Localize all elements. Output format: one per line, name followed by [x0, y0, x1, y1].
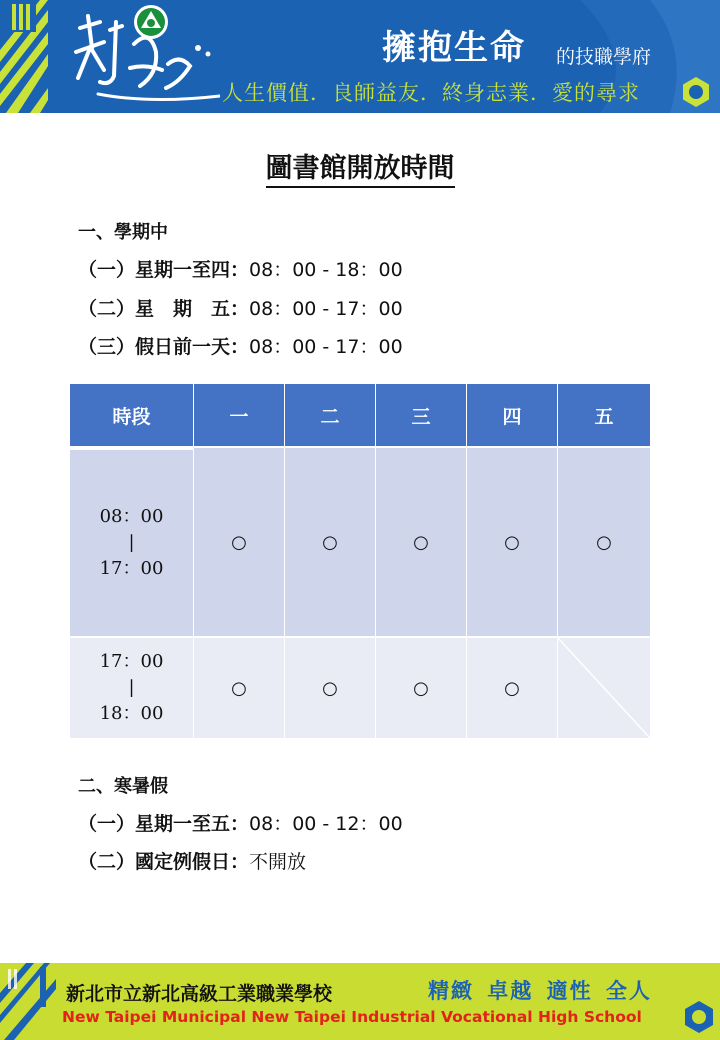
stripe-decoration-icon — [0, 963, 56, 1040]
hex-nut-icon — [680, 76, 712, 108]
open-mark: ○ — [558, 446, 650, 636]
semester-hours-3: （三）假日前一天：08：00 - 17：00 — [78, 336, 403, 358]
school-name-english: New Taipei Municipal New Taipei Industrial Vocational High School — [62, 1008, 642, 1026]
stripe-decoration-icon — [0, 0, 48, 113]
slogan-main: 擁抱生命 — [382, 28, 526, 68]
slot-start: 08：00 — [99, 506, 164, 527]
school-values: 精緻 卓越 適性 全人 — [428, 979, 652, 1003]
semester-hours-1: （一）星期一至四：08：00 - 18：00 — [78, 259, 403, 281]
header-thursday: 四 — [467, 384, 558, 446]
vacation-hours-1: （一）星期一至五：08：00 - 12：00 — [78, 813, 403, 835]
open-mark: ○ — [467, 636, 558, 738]
closed-diagonal-cell — [558, 636, 650, 738]
slot-end: 17：00 — [99, 558, 164, 579]
slot-separator: | — [128, 532, 135, 553]
diagonal-line-icon — [558, 638, 650, 738]
open-mark: ○ — [285, 636, 376, 738]
time-slot-cell — [70, 636, 194, 738]
footer-bar — [0, 963, 720, 1040]
header-friday: 五 — [558, 384, 650, 446]
time-slot-cell — [70, 446, 194, 636]
slot-start: 17：00 — [99, 651, 164, 672]
open-mark: ○ — [376, 636, 467, 738]
header-wednesday: 三 — [376, 384, 467, 446]
header-banner — [0, 0, 720, 113]
open-mark: ○ — [467, 446, 558, 636]
slogan-sub: 的技職學府 — [556, 46, 652, 68]
table-row — [70, 636, 650, 738]
header-time-slot: 時段 — [70, 384, 194, 446]
open-mark: ○ — [285, 446, 376, 636]
section-heading-semester: 一、學期中 — [78, 222, 168, 243]
table-row — [70, 446, 650, 636]
page-title: 圖書館開放時間 — [0, 146, 720, 185]
schedule-table — [70, 384, 650, 738]
slot-end: 18：00 — [99, 703, 164, 724]
section-heading-vacation: 二、寒暑假 — [78, 776, 168, 797]
semester-hours-2: （二）星 期 五：08：00 - 17：00 — [78, 298, 403, 320]
hex-nut-icon — [682, 1000, 716, 1034]
school-emblem-icon — [133, 4, 169, 40]
school-name-chinese: 新北市立新北高級工業職業學校 — [66, 983, 333, 1005]
table-header-row — [70, 384, 650, 446]
vacation-hours-2: （二）國定例假日：不開放 — [78, 851, 307, 873]
header-monday: 一 — [194, 384, 285, 446]
slot-separator: | — [128, 677, 135, 698]
header-tuesday: 二 — [285, 384, 376, 446]
open-mark: ○ — [194, 446, 285, 636]
school-motto: 人生價值．良師益友．終身志業．愛的尋求 — [222, 81, 640, 105]
open-mark: ○ — [194, 636, 285, 738]
open-mark: ○ — [376, 446, 467, 636]
